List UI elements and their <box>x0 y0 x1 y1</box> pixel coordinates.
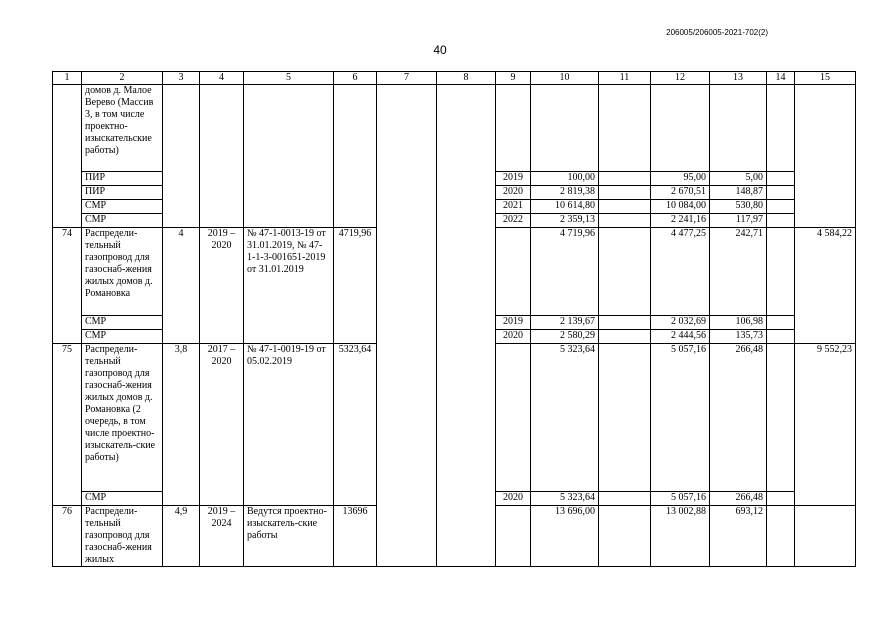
year: 2019 <box>496 316 531 330</box>
expertise-documents: № 47-1-0013-19 от 31.01.2019, № 47-1-1-3-001651-2019 от 31.01.2019 <box>244 228 334 344</box>
amount-regional: 242,71 <box>710 228 767 316</box>
amount-total: 2 139,67 <box>531 316 599 330</box>
document-id: 206005/206005-2021-702(2) <box>666 28 768 37</box>
amount-total: 2 359,13 <box>531 214 599 228</box>
row-number: 74 <box>53 228 82 344</box>
amount-regional: 117,97 <box>710 214 767 228</box>
amount-total: 4 719,96 <box>531 228 599 316</box>
amount-total: 10 614,80 <box>531 200 599 214</box>
amount-federal: 95,00 <box>651 172 710 186</box>
column-number: 13 <box>710 72 767 85</box>
amount-regional: 530,80 <box>710 200 767 214</box>
column-number: 11 <box>599 72 651 85</box>
amount-federal: 10 084,00 <box>651 200 710 214</box>
year: 2021 <box>496 200 531 214</box>
work-type: СМР <box>82 214 163 228</box>
amount-federal: 2 241,16 <box>651 214 710 228</box>
work-type: СМР <box>82 200 163 214</box>
column-number: 1 <box>53 72 82 85</box>
estimated-cost: 13696 <box>334 506 377 567</box>
construction-period: 2019 – 2024 <box>200 506 244 567</box>
construction-period: 2017 – 2020 <box>200 344 244 506</box>
work-type: ПИР <box>82 172 163 186</box>
expertise-documents: Ведутся проектно-изыскатель-ские работы <box>244 506 334 567</box>
construction-period: 2019 – 2020 <box>200 228 244 344</box>
remaining-cost: 9 552,23 <box>795 344 856 506</box>
column-number: 12 <box>651 72 710 85</box>
page-number: 40 <box>433 43 447 57</box>
amount-federal: 2 032,69 <box>651 316 710 330</box>
estimated-cost: 4719,96 <box>334 228 377 344</box>
table-row <box>53 85 856 172</box>
remaining-cost: 4 584,22 <box>795 228 856 344</box>
column-number: 3 <box>163 72 200 85</box>
expertise-documents: № 47-1-0019-19 от 05.02.2019 <box>244 344 334 506</box>
estimated-cost: 5323,64 <box>334 344 377 506</box>
column-number-row <box>53 72 856 85</box>
amount-total: 5 323,64 <box>531 492 599 506</box>
amount-federal: 5 057,16 <box>651 344 710 492</box>
pipeline-length: 3,8 <box>163 344 200 506</box>
work-type: СМР <box>82 316 163 330</box>
column-number: 8 <box>437 72 496 85</box>
investment-table <box>52 71 856 567</box>
object-name: Распредели-тельный газопровод для газоснаб-жения жилых домов д. Романовка <box>82 228 163 316</box>
column-number: 5 <box>244 72 334 85</box>
amount-regional: 148,87 <box>710 186 767 200</box>
pipeline-length: 4 <box>163 228 200 344</box>
row-number: 75 <box>53 344 82 506</box>
column-number: 6 <box>334 72 377 85</box>
amount-total: 13 696,00 <box>531 506 599 567</box>
year: 2020 <box>496 330 531 344</box>
amount-federal: 2 444,56 <box>651 330 710 344</box>
pipeline-length: 4,9 <box>163 506 200 567</box>
year: 2020 <box>496 492 531 506</box>
column-number: 15 <box>795 72 856 85</box>
column-number: 4 <box>200 72 244 85</box>
column-number: 7 <box>377 72 437 85</box>
work-type: СМР <box>82 492 163 506</box>
amount-federal: 13 002,88 <box>651 506 710 567</box>
column-number: 2 <box>82 72 163 85</box>
amount-regional: 266,48 <box>710 492 767 506</box>
year: 2019 <box>496 172 531 186</box>
amount-federal: 4 477,25 <box>651 228 710 316</box>
amount-total: 5 323,64 <box>531 344 599 492</box>
work-type: СМР <box>82 330 163 344</box>
work-type: ПИР <box>82 186 163 200</box>
amount-regional: 135,73 <box>710 330 767 344</box>
amount-regional: 106,98 <box>710 316 767 330</box>
year: 2020 <box>496 186 531 200</box>
object-name: домов д. Малое Верево (Массив 3, в том числе проектно-изыскательские работы) <box>82 85 163 172</box>
amount-regional: 693,12 <box>710 506 767 567</box>
column-number: 10 <box>531 72 599 85</box>
amount-total: 100,00 <box>531 172 599 186</box>
object-name: Распредели-тельный газопровод для газоснаб-жения жилых <box>82 506 163 567</box>
object-name: Распредели-тельный газопровод для газоснаб-жения жилых домов д. Романовка (2 очередь, в том числе проектно-изыскатель-ские работы) <box>82 344 163 492</box>
column-number: 9 <box>496 72 531 85</box>
year: 2022 <box>496 214 531 228</box>
amount-regional: 5,00 <box>710 172 767 186</box>
row-number: 76 <box>53 506 82 567</box>
amount-federal: 5 057,16 <box>651 492 710 506</box>
amount-total: 2 580,29 <box>531 330 599 344</box>
amount-federal: 2 670,51 <box>651 186 710 200</box>
column-number: 14 <box>767 72 795 85</box>
amount-total: 2 819,38 <box>531 186 599 200</box>
amount-regional: 266,48 <box>710 344 767 492</box>
